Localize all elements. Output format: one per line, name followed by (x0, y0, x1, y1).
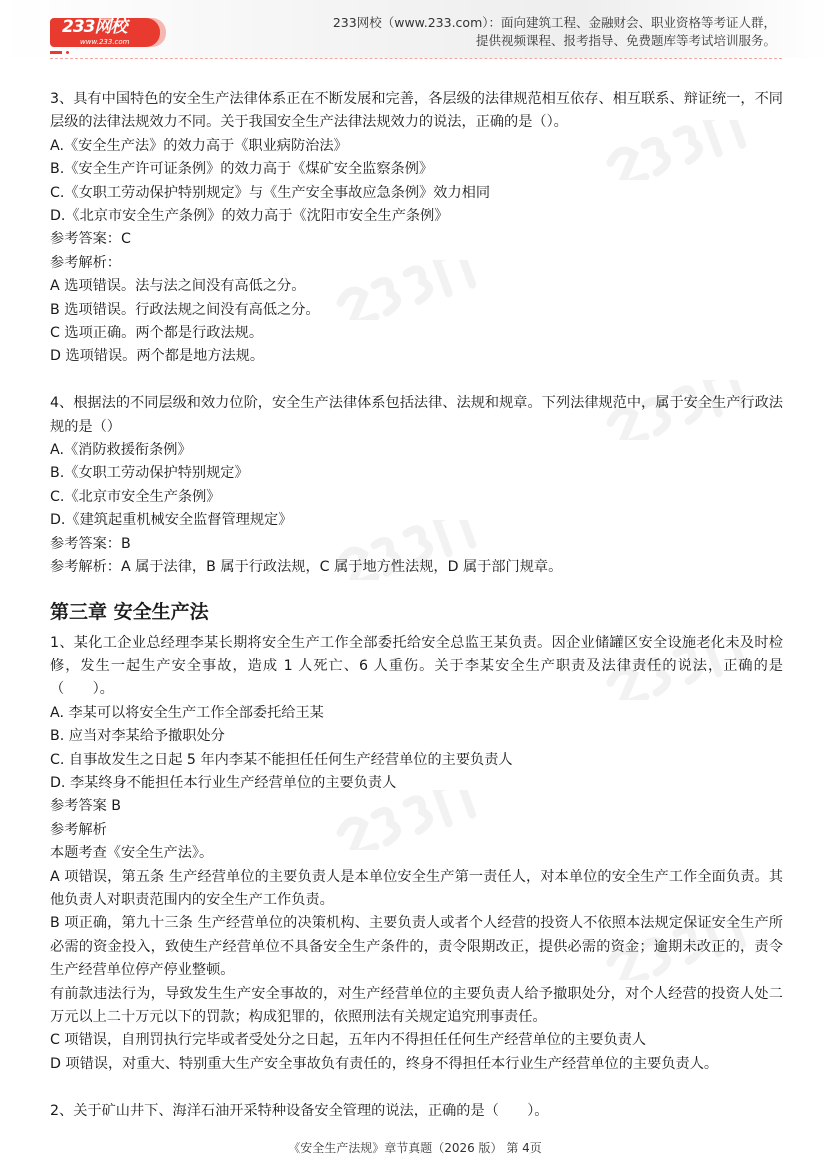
option: D.《建筑起重机械安全监督管理规定》 (50, 512, 293, 529)
analysis-line: B 选项错误。行政法规之间没有高低之分。 (50, 301, 320, 318)
analysis-line: B 项正确，第九十三条 生产经营单位的决策机构、主要负责人或者个人经营的投资人不依照本法规定保证安全生产所必需的资金投入，致使生产经营单位不具备安全生产条件的，责令限期改正，提供必需的资金；逾期未改正的，责令生产经营单位停产停业整顿。 (50, 915, 783, 979)
question-stem: 3、具有中国特色的安全生产法律体系正在不断发展和完善，各层级的法律规范相互依存、相互联系、辩证统一，不同层级的法律法规效力不同。关于我国安全生产法律法规效力的说法，正确的是（）。 (50, 91, 783, 131)
analysis-label: 参考解析： (50, 254, 121, 271)
header-text (333, 14, 776, 50)
option: A.《安全生产法》的效力高于《职业病防治法》 (50, 137, 348, 154)
chapter-title: 第三章 安全生产法 (50, 600, 209, 623)
option: B.《女职工劳动保护特别规定》 (50, 465, 249, 482)
header-line: 233网校（www.233.com）：面向建筑工程、金融财会、职业资格等考证人群， (332, 15, 776, 30)
option: B.《安全生产许可证条例》的效力高于《煤矿安全监察条例》 (50, 161, 434, 178)
analysis-label: 参考解析 (50, 821, 107, 838)
option: D. 李某终身不能担任本行业生产经营单位的主要负责人 (50, 774, 397, 791)
option: C. 自事故发生之日起 5 年内李某不能担任任何生产经营单位的主要负责人 (50, 751, 513, 768)
analysis-line: 本题考查《安全生产法》。 (50, 845, 214, 862)
analysis-line: D 项错误，对重大、特别重大生产安全事故负有责任的，终身不得担任本行业生产经营单位的主要负责人。 (50, 1055, 719, 1072)
answer: 参考答案 B (50, 798, 121, 815)
analysis-line: D 选项错误。两个都是地方法规。 (50, 348, 265, 365)
option: D.《北京市安全生产条例》的效力高于《沈阳市安全生产条例》 (50, 208, 449, 225)
document-body (50, 88, 783, 1123)
logo-dot (66, 51, 69, 54)
answer: 参考答案：B (50, 535, 131, 552)
analysis-line: A 项错误，第五条 生产经营单位的主要负责人是本单位安全生产第一责任人，对本单位的安全生产工作全面负责。其他负责人对职责范围内的安全生产工作负责。 (50, 868, 783, 908)
analysis-line: 参考解析：A 属于法律，B 属于行政法规，C 属于地方性法规，D 属于部门规章。 (50, 559, 563, 576)
question-stem: 4、根据法的不同层级和效力位阶，安全生产法律体系包括法律、法规和规章。下列法律规范中，属于安全生产行政法规的是（） (50, 395, 783, 435)
option: C.《女职工劳动保护特别规定》与《生产安全事故应急条例》效力相同 (50, 184, 491, 201)
question-stem: 1、某化工企业总经理李某长期将安全生产工作全部委托给安全总监王某负责。因企业储罐区安全设施老化未及时检修，发生一起生产安全事故，造成 1 人死亡、6 人重伤。关于李某安全生产职责及法律责任的说法，正确的是（ ）。 (50, 634, 783, 698)
option: A. 李某可以将安全生产工作全部委托给王某 (50, 704, 324, 721)
page-footer: 《安全生产法规》章节真题（2026 版） 第 4页 (288, 1141, 542, 1155)
analysis-line: C 选项正确。两个都是行政法规。 (50, 325, 264, 342)
analysis-line: A 选项错误。法与法之间没有高低之分。 (50, 278, 306, 295)
question-stem: 2、关于矿山井下、海洋石油开采特种设备安全管理的说法，正确的是（ ）。 (50, 1102, 549, 1119)
option: A.《消防救援衔条例》 (50, 442, 192, 459)
analysis-line: C 项错误，自刑罚执行完毕或者受处分之日起，五年内不得担任任何生产经营单位的主要负责人 (50, 1032, 647, 1049)
analysis-line: 有前款违法行为，导致发生生产安全事故的，对生产经营单位的主要负责人给予撤职处分，对个人经营的投资人处二万元以上二十万元以下的罚款；构成犯罪的，依照刑法有关规定追究刑事责任。 (50, 985, 783, 1026)
header-line: 提供视频课程、报考指导、免费题库等考试培训服务。 (475, 33, 776, 48)
header-divider (50, 58, 782, 59)
logo-dash (50, 51, 62, 54)
option: B. 应当对李某给予撤职处分 (50, 728, 225, 745)
logo (50, 18, 160, 47)
logo-text: 233网校 (62, 18, 127, 37)
logo-url: www.233.com (80, 38, 130, 46)
answer: 参考答案：C (50, 231, 131, 248)
option: C.《北京市安全生产条例》 (50, 488, 221, 505)
